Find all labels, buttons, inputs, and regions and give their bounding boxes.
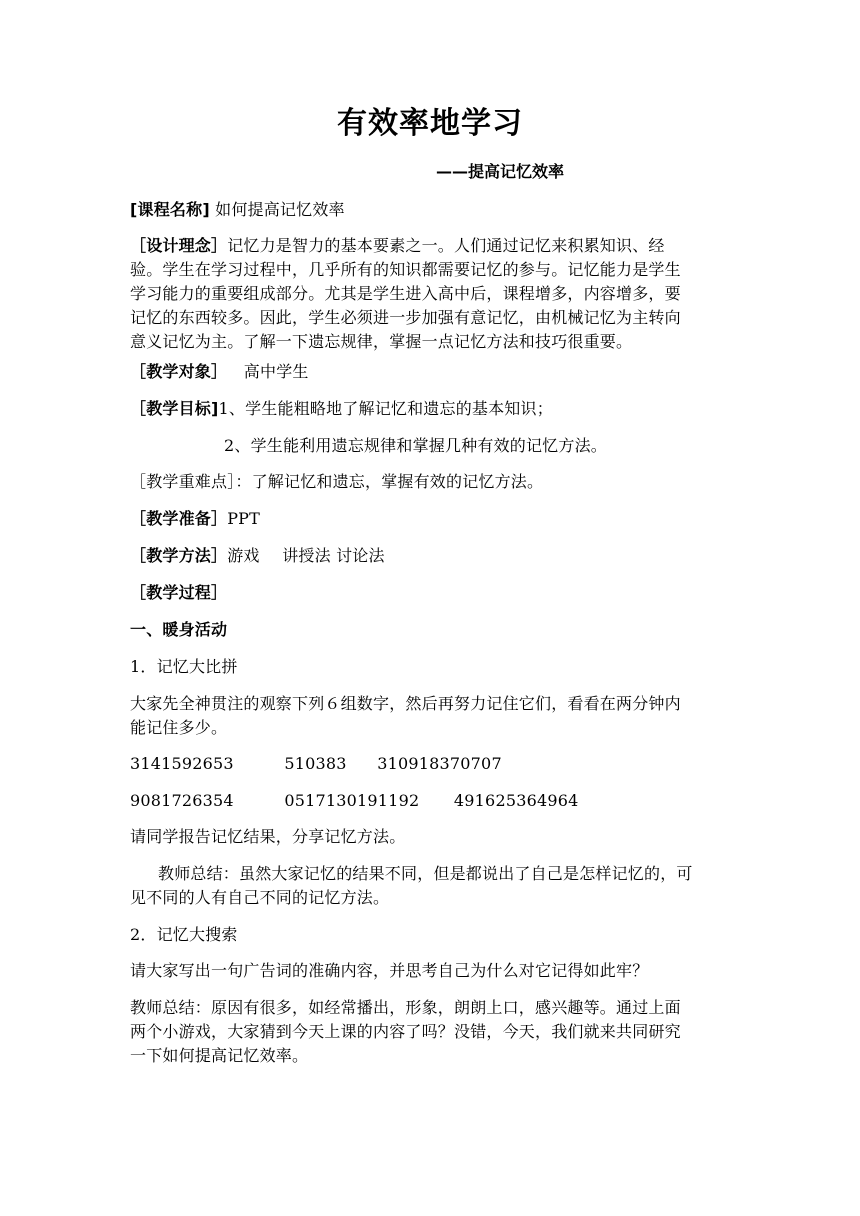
number-3: 310918370707 [377, 754, 502, 773]
design-line-1 [130, 235, 665, 257]
course-name-line [130, 199, 345, 221]
method-value-3: 讨论法 [336, 546, 385, 565]
difficulty-line [130, 471, 543, 493]
activity-1-summary-1: 教师总结：虽然大家记忆的结果不同，但是都说出了自己是怎样记忆的，可 [158, 864, 693, 883]
method-label: ［教学方法］ [130, 546, 228, 565]
method-value-1: 游戏 [227, 546, 260, 565]
course-name-label: [课程名称] [130, 200, 210, 219]
activity-2-prompt: 请大家写出一句广告词的准确内容，并思考自己为什么对它记得如此牢？ [130, 961, 649, 980]
number-4: 9081726354 [130, 791, 234, 810]
activity-2-title: 2．记忆大搜索 [130, 925, 238, 944]
number-1: 3141592653 [130, 754, 234, 773]
goals-line-1 [130, 398, 553, 420]
activity-1-report: 请同学报告记忆结果，分享记忆方法。 [130, 827, 406, 846]
design-label: ［设计理念］ [130, 236, 228, 255]
document-subtitle: ——提高记忆效率 [436, 162, 565, 181]
method-value-2: 讲授法 [282, 546, 331, 565]
goals-label: ［教学目标] [130, 399, 219, 418]
prep-label: ［教学准备］ [130, 509, 228, 528]
process-label: ［教学过程］ [130, 583, 228, 602]
goals-item-1: 1、学生能粗略地了解记忆和遗忘的基本知识； [218, 399, 553, 418]
design-line-5: 意义记忆为主。了解一下遗忘规律，掌握一点记忆方法和技巧很重要。 [130, 332, 633, 351]
prep-line [130, 508, 260, 530]
activity-2-summary-1: 教师总结：原因有很多，如经常播出，形象，朗朗上口，感兴趣等。通过上面 [130, 998, 681, 1017]
activity-1-summary-2: 见不同的人有自己不同的记忆方法。 [130, 888, 390, 907]
section-heading-warmup: 一、暖身活动 [130, 620, 228, 639]
design-line-3: 学习能力的重要组成部分。尤其是学生进入高中后，课程增多，内容增多，要 [130, 284, 681, 303]
design-text-1: 记忆力是智力的基本要素之一。人们通过记忆来积累知识、经 [227, 236, 665, 255]
number-row-1 [130, 753, 502, 775]
activity-1-title: 1．记忆大比拼 [130, 657, 238, 676]
difficulty-label: ［教学重难点］ [130, 472, 236, 491]
activity-1-intro-2: 能记住多少。 [130, 718, 228, 737]
process-line [130, 582, 227, 604]
number-6: 491625364964 [453, 791, 579, 810]
goals-item-2: 2、学生能利用遗忘规律和掌握几种有效的记忆方法。 [224, 436, 607, 455]
method-line [130, 545, 385, 567]
number-5: 0517130191192 [284, 791, 420, 810]
prep-value: PPT [227, 509, 261, 528]
difficulty-value: ：了解记忆和遗忘，掌握有效的记忆方法。 [235, 472, 544, 491]
course-name-value: 如何提高记忆效率 [215, 200, 345, 219]
activity-1-intro-1: 大家先全神贯注的观察下列６组数字，然后再努力记住它们，看看在两分钟内 [130, 694, 681, 713]
target-line [130, 361, 309, 383]
number-row-2 [130, 790, 578, 812]
activity-2-summary-3: 一下如何提高记忆效率。 [130, 1046, 309, 1065]
number-2: 510383 [284, 754, 347, 773]
target-label: ［教学对象］ [130, 362, 228, 381]
design-line-2: 验。学生在学习过程中，几乎所有的知识都需要记忆的参与。记忆能力是学生 [130, 260, 681, 279]
design-line-4: 记忆的东西较多。因此，学生必须进一步加强有意记忆，由机械记忆为主转向 [130, 308, 681, 327]
document-title: 有效率地学习 [337, 106, 523, 141]
activity-2-summary-2: 两个小游戏，大家猜到今天上课的内容了吗？没错，今天，我们就来共同研究 [130, 1022, 681, 1041]
target-value: 高中学生 [243, 362, 309, 381]
